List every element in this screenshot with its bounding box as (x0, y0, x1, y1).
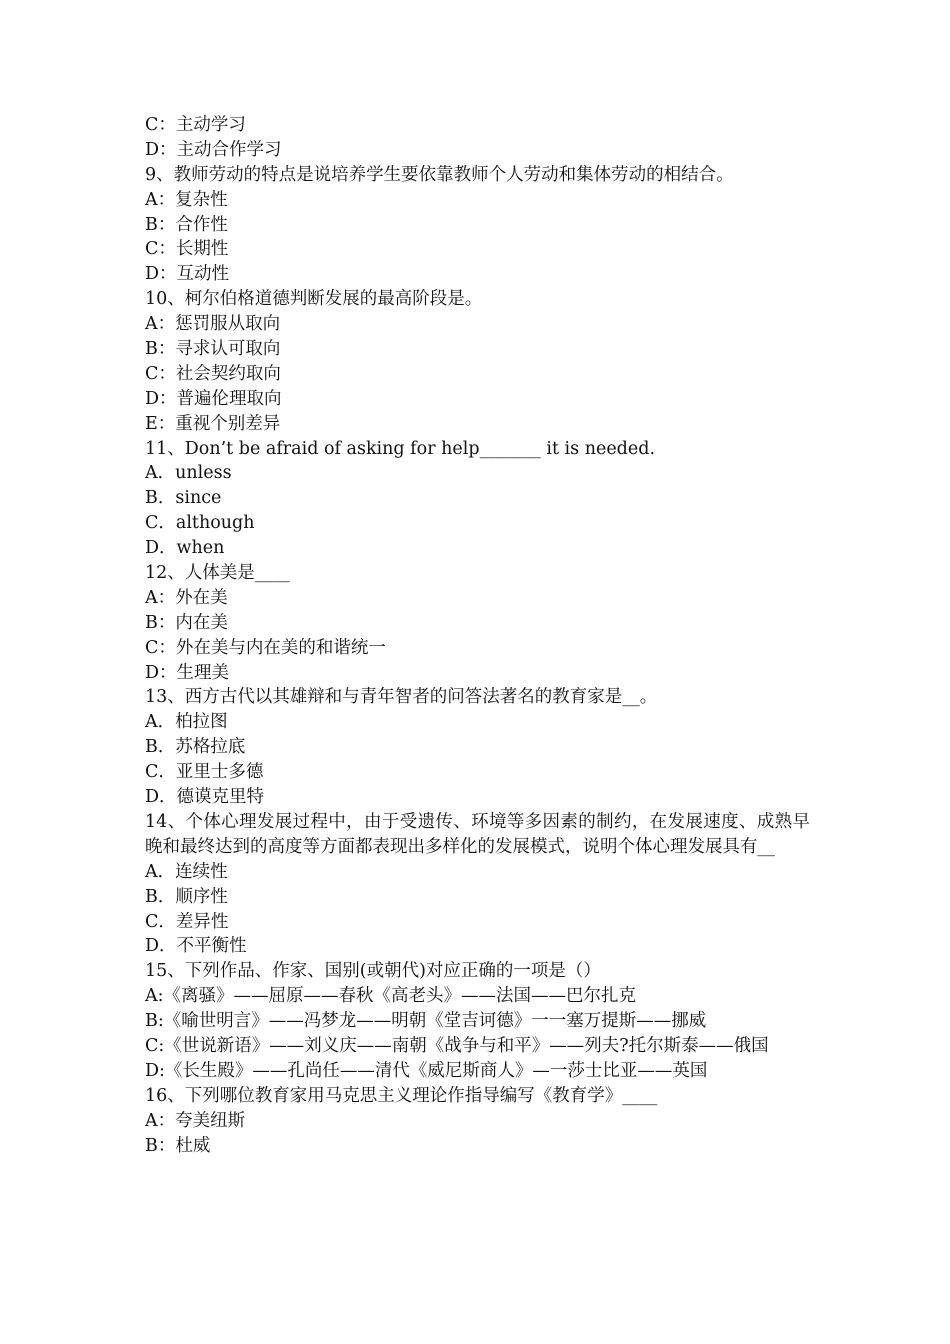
option-line: E：重视个别差异 (145, 413, 281, 434)
option-line: D．when (145, 538, 225, 559)
question-10: 10、柯尔伯格道德判断发展的最高阶段是。 (145, 289, 483, 310)
option-line: B：内在美 (145, 612, 228, 633)
option-line: A．连续性 (145, 861, 228, 882)
option-line: D:《长生殿》——孔尚任——清代《威尼斯商人》—一莎士比亚——英国 (145, 1060, 708, 1081)
option-line: B：寻求认可取向 (145, 339, 281, 360)
option-line: A．unless (145, 463, 232, 484)
option-line: A:《离骚》——屈原——春秋《高老头》——法国——巴尔扎克 (145, 986, 637, 1007)
question-14: 14、个体心理发展过程中，由于受遗传、环境等多因素的制约，在发展速度、成熟早晚和最终达到的高度等方面都表现出多样化的发展模式，说明个体心理发展具有__ (145, 811, 810, 857)
option-line: C：外在美与内在美的和谐统一 (145, 637, 386, 658)
option-line: B．since (145, 488, 222, 509)
option-line: C：长期性 (145, 239, 229, 260)
option-line: C．although (145, 513, 255, 534)
question-15: 15、下列作品、作家、国别(或朝代)对应正确的一项是（） (145, 961, 601, 982)
page-content (145, 113, 810, 1158)
option-line: B：杜威 (145, 1135, 211, 1156)
option-line: B．顺序性 (145, 886, 228, 907)
question-16: 16、下列哪位教育家用马克思主义理论作指导编写《教育学》____ (145, 1085, 658, 1106)
option-line: D．不平衡性 (145, 936, 247, 957)
option-line: B：合作性 (145, 214, 228, 235)
option-line: A．柏拉图 (145, 712, 228, 733)
option-line: D．德谟克里特 (145, 787, 265, 808)
question-11: 11、Don’t be afraid of asking for help_______ it is needed. (145, 438, 656, 459)
option-line: C：社会契约取向 (145, 363, 281, 384)
option-line: D：普遍伦理取向 (145, 388, 282, 409)
option-line: C：主动学习 (145, 115, 246, 135)
option-line: A：外在美 (145, 587, 228, 608)
question-12: 12、人体美是____ (145, 563, 290, 584)
option-line: D：主动合作学习 (145, 139, 282, 160)
option-line: D：生理美 (145, 662, 230, 683)
option-line: C．亚里士多德 (145, 762, 264, 783)
option-line: A：复杂性 (145, 189, 228, 210)
option-line: C．差异性 (145, 911, 229, 932)
option-line: A：惩罚服从取向 (145, 314, 281, 335)
question-13: 13、西方古代以其雄辩和与青年智者的问答法著名的教育家是__。 (145, 687, 658, 708)
question-9: 9、教师劳动的特点是说培养学生要依靠教师个人劳动和集体劳动的相结合。 (145, 164, 734, 185)
option-line: D：互动性 (145, 264, 230, 285)
option-line: B:《喻世明言》——冯梦龙——明朝《堂吉诃德》一一塞万提斯——挪威 (145, 1011, 707, 1032)
option-line: A：夸美纽斯 (145, 1110, 246, 1131)
option-line: B．苏格拉底 (145, 737, 246, 758)
option-line: C:《世说新语》——刘义庆——南朝《战争与和平》——列夫?托尔斯泰——俄国 (145, 1035, 769, 1056)
